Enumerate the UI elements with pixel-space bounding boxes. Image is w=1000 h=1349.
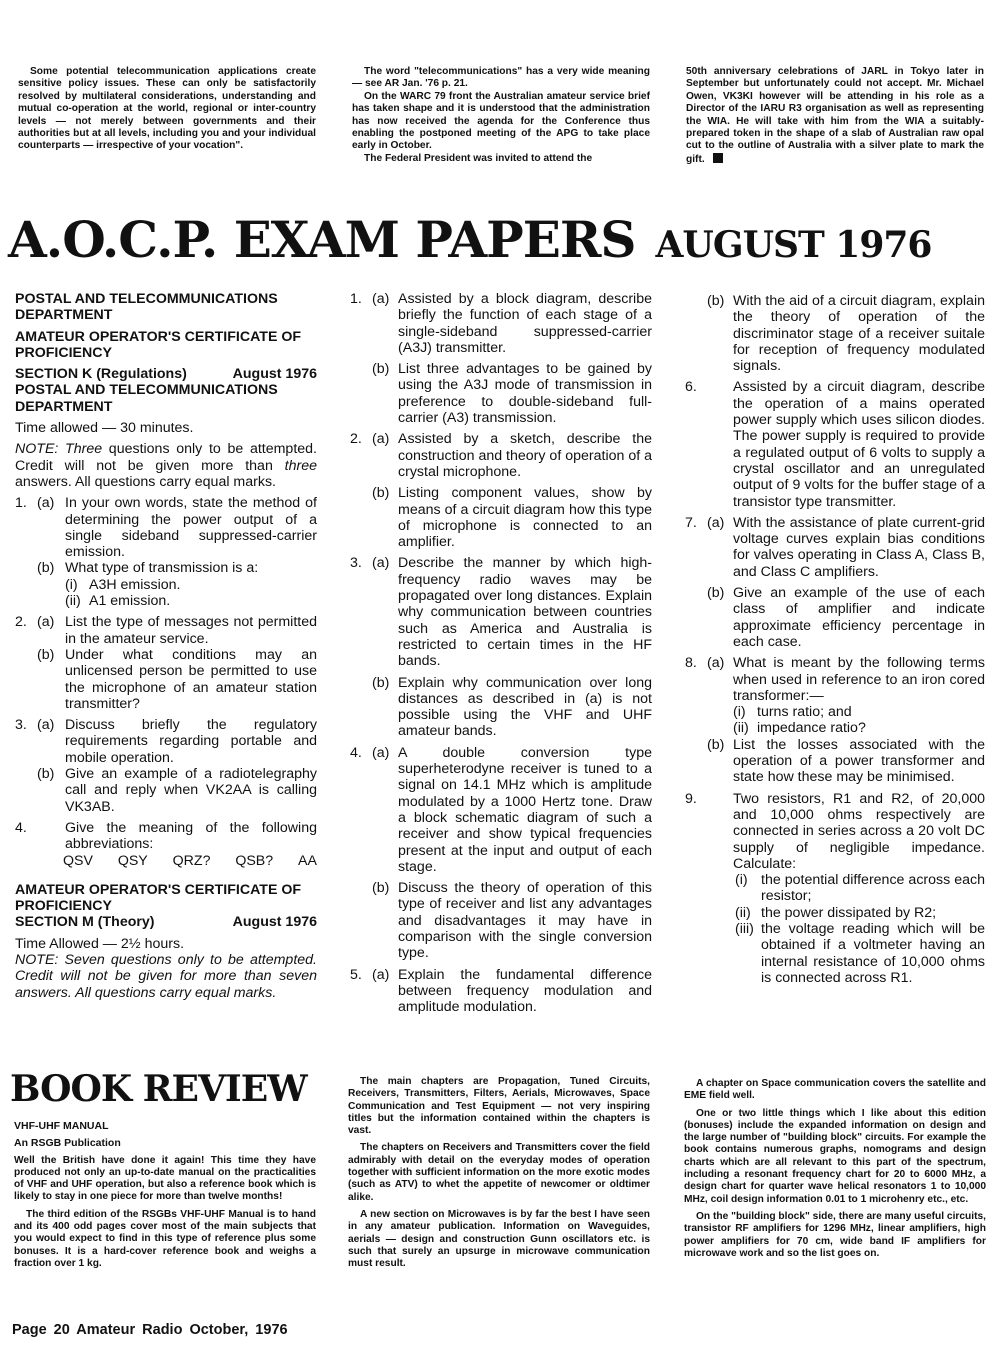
q-num: 9. — [685, 790, 697, 807]
q-text: With the aid of a circuit diagram, explain the theory of operation of the discriminator stage of a receiver suitale for reception of frequency modulated signals. — [733, 293, 985, 375]
q-letter: (a) — [372, 555, 390, 572]
q-roman: (i) — [735, 872, 748, 889]
q-num: 3. — [15, 717, 27, 734]
section-k-label: SECTION K (Regulations) — [15, 366, 187, 383]
note-k-a: NOTE: Three — [15, 441, 103, 458]
book-c2p1: The main chapters are Propagation, Tuned Circuits, Receivers, Transmitters, Filters, Aerials, Microwaves, Space Communication and Test Equipment — not very inspiring titles but the information contained within the chapters is vast. — [348, 1076, 650, 1137]
section-k-date: August 1976 — [232, 366, 317, 383]
exam-right-column — [685, 293, 985, 986]
top-col1-text: Some potential telecommunication applications create sensitive policy issues. These can only be satisfactorily resolved by multilateral considerations, understanding and mutual co-operation at the world, regional or inter-country levels — not merely between governments and their authorities but at all levels, including you and your individual counterparts — irrespective of your vocation". — [18, 66, 316, 152]
article-title — [8, 210, 998, 280]
question-k1b — [15, 560, 317, 576]
note-m: NOTE: Seven questions only to be attempted. Credit will not be given for more than seven answers. All questions carry equal marks. — [15, 951, 317, 1001]
note-k-c: three — [284, 457, 317, 474]
page-footer: Page 20 Amateur Radio October, 1976 — [12, 1322, 288, 1338]
book-review-heading: BOOK REVIEW — [10, 1068, 307, 1110]
q-roman: (ii) — [735, 904, 751, 921]
note-k-b: questions only to be attempted. Credit will not be given more than — [15, 441, 317, 474]
question-m8a-ii — [733, 720, 985, 736]
book-c3p2: One or two little things which I like about this edition (bonuses) include the expanded information on design and the large number of "building block" circuits. For example the book contains numerous graphs, nomograms and design charts which are all relevant to this part of the spectrum, including a resonant frequency chart for 20 to 6000 MHz, a design chart for quarter wave helical resonators 1 to 10,000 MHz, coil design information 0.01 to 1 microhenry etc., etc. — [684, 1107, 986, 1205]
book-title: VHF-UHF MANUAL — [14, 1120, 109, 1132]
q-letter: (a) — [372, 966, 390, 983]
q-num: 1. — [350, 291, 362, 307]
q-letter: (b) — [37, 560, 55, 577]
q-text: A1 emission. — [89, 593, 171, 610]
q-num: 2. — [15, 614, 27, 631]
q-num: 6. — [685, 379, 697, 396]
question-m5a — [350, 967, 652, 1016]
dept-heading: POSTAL AND TELECOMMUNICATIONS DEPARTMENT — [15, 291, 278, 324]
q-letter: (b) — [372, 361, 390, 378]
q-roman: (i) — [65, 576, 78, 593]
question-m7a — [685, 515, 985, 580]
q-roman: (i) — [733, 704, 746, 721]
section-m-cert-heading: AMATEUR OPERATOR'S CERTIFICATE OF PROFICIENCY — [15, 881, 302, 915]
section-m-label: SECTION M (Theory) — [15, 914, 155, 931]
q-letter: (b) — [372, 485, 390, 502]
end-mark-icon — [713, 153, 723, 163]
q-text: the potential difference across each resistor; — [761, 872, 985, 905]
q-text: What type of transmission is a: — [65, 560, 259, 577]
q-text: Describe the manner by which high-frequency radio waves may be propagated over long distances. Explain why communication between countries such as America and Australia is restricted to certain times in the HF bands. — [398, 555, 652, 670]
time-allowed-k: Time allowed — 30 minutes. — [15, 420, 194, 437]
q-text: Give an example of the use of each class of amplifier and indicate approximate efficiency percentage in each case. — [733, 585, 985, 650]
q-letter: (a) — [707, 655, 725, 672]
q-letter: (b) — [707, 293, 725, 309]
question-m5b — [685, 293, 985, 374]
question-m9-ii — [735, 905, 985, 921]
question-m9-i — [735, 872, 985, 905]
q-text: Assisted by a sketch, describe the construction and theory of operation of a crystal microphone. — [398, 431, 652, 480]
question-k1a — [15, 495, 317, 560]
q-letter: (b) — [37, 646, 55, 663]
question-m2b — [350, 485, 652, 550]
q-text: Discuss the theory of operation of this type of receiver and list any advantages and disadvantages it may have in comparison with the single conversion type. — [398, 880, 652, 962]
certificate-heading: AMATEUR OPERATOR'S CERTIFICATE OF PROFICIENCY — [15, 328, 302, 361]
book-c3p3: On the "building block" side, there are many useful circuits, transistor RF amplifiers for 1296 MHz, linear amplifiers, high power amplifiers for 70 cm, wide band IF amplifiers for microwave work and so the list goes on. — [684, 1210, 986, 1259]
q-num: 4. — [350, 744, 362, 761]
question-m3b — [350, 675, 652, 740]
note-k — [15, 441, 317, 490]
book-column-2 — [348, 1076, 650, 1275]
q-letter: (a) — [37, 614, 55, 631]
title-main: A.O.C.P. EXAM PAPERS — [8, 210, 636, 269]
time-allowed-m: Time Allowed — 2½ hours. — [15, 935, 185, 952]
question-m8b — [685, 737, 985, 786]
q-text: Listing component values, show by means of a circuit diagram how this type of microphone is connected to an amplifier. — [398, 485, 652, 551]
abbr-item: AA — [298, 852, 317, 869]
q-num: 2. — [350, 431, 362, 448]
section-m-heading — [15, 914, 317, 930]
q-text: turns ratio; and — [757, 704, 852, 721]
abbr-item: QSB? — [235, 852, 274, 869]
q-text: In your own words, state the method of determining the power output of a single sideband suppressed-carrier emission. — [65, 495, 317, 561]
q-text: Assisted by a block diagram, describe briefly the function of each stage of a single-sideband suppressed-carrier (A3J) transmitter. — [398, 291, 652, 356]
question-k4 — [15, 820, 317, 853]
question-m7b — [685, 585, 985, 650]
q-letter: (b) — [707, 736, 725, 753]
abbr-item: QSV — [63, 852, 93, 869]
abbr-item: QRZ? — [172, 852, 211, 869]
book-c1p1: Well the British have done it again! This time they have produced not only an up-to-date manual on the practicalities of VHF and UHF operation, but also a reference book which is likely to stay in one piece for more than twelve months! — [14, 1154, 316, 1203]
exam-left-column — [15, 291, 317, 1001]
q-letter: (b) — [372, 674, 390, 691]
q-letter: (a) — [37, 717, 55, 734]
top-col2-p3: The Federal President was invited to attend the — [364, 152, 593, 164]
top-col3-text — [686, 66, 984, 166]
abbr-item: QSY — [117, 852, 148, 869]
top-column-2 — [352, 66, 650, 165]
q-num: 1. — [15, 495, 27, 512]
question-m1b — [350, 361, 652, 426]
book-column-1 — [14, 1120, 316, 1275]
book-c3p1: A chapter on Space communication covers the satellite and EME field well. — [684, 1078, 986, 1102]
question-m9 — [685, 791, 985, 872]
q-letter: (a) — [372, 291, 390, 307]
question-m4a — [350, 745, 652, 875]
note-k-d: answers. All questions carry equal marks. — [15, 473, 276, 490]
q-num: 7. — [685, 514, 697, 531]
q-letter: (a) — [372, 431, 390, 448]
q-letter: (b) — [707, 585, 725, 602]
q-text: List three advantages to be gained by using the A3J mode of transmission in preference to double-sideband full-carrier (A3) transmission. — [398, 361, 652, 427]
book-c2p3: A new section on Microwaves is by far the best I have seen in any amateur publication. Information on Waveguides, aerials — design and construction Gunn oscillators etc. is such that surely an upsurge in microwave communication must result. — [348, 1208, 650, 1270]
top-col3-body: 50th anniversary celebrations of JARL in Tokyo later in September but unfortunately could not accept. Mr. Michael Owen, VK3KI however will be attending in his role as a Director of the IARU R3 organisation as well as representing the WIA. He will take with him from the WIA a suitably-prepared token in the shape of a slab of Australian raw opal cut to the outline of Australia with a silver plate to mark the gift. — [686, 66, 984, 165]
q-text: Under what conditions may an unlicensed person be permitted to use the microphone of an amateur station transmitter? — [65, 646, 317, 712]
question-m9-iii — [735, 921, 985, 986]
q-text: the voltage reading which will be obtained if a voltmeter having an internal resistance of 10,000 ohms is connected across R1. — [761, 920, 985, 986]
q-text: List the type of messages not permitted in the amateur service. — [65, 614, 317, 647]
book-c2p2: The chapters on Receivers and Transmitters cover the field admirably with detail on the everyday modes of operation together with sufficient information on the more exotic modes (such as ATV) to whet the appetite of newcomer or oldtimer alike. — [348, 1142, 650, 1203]
book-c1p2: The third edition of the RSGBs VHF-UHF Manual is to hand and its 400 odd pages cover most of the main subjects that you would expect to find in this type of reference plus some bonuses. It is a hard-cover reference book and weighs a fraction over 1 kg. — [14, 1208, 316, 1269]
q-text: Discuss briefly the regulatory requirements regarding portable and mobile operation. — [65, 717, 317, 766]
section-m-date: August 1976 — [232, 914, 317, 931]
question-k2a — [15, 614, 317, 647]
title-date: AUGUST 1976 — [655, 224, 932, 266]
exam-middle-column — [350, 291, 652, 1015]
q-letter: (a) — [707, 514, 725, 531]
question-m1a — [350, 291, 652, 356]
question-m6 — [685, 379, 985, 509]
q-text: Explain the fundamental difference between frequency modulation and amplitude modulation. — [398, 966, 652, 1016]
question-m3a — [350, 555, 652, 669]
book-publisher: An RSGB Publication — [14, 1137, 121, 1150]
q-text: impedance ratio? — [757, 720, 866, 737]
q-letter: (a) — [372, 744, 390, 761]
question-m2a — [350, 431, 652, 480]
q-text: Give an example of a radiotelegraphy call and reply when VK2AA is calling VK3AB. — [65, 766, 317, 815]
q-roman: (iii) — [735, 920, 754, 937]
q-roman: (ii) — [733, 720, 749, 737]
top-column-3 — [686, 66, 984, 166]
q-text: Two resistors, R1 and R2, of 20,000 and 10,000 ohms respectively are connected in series across a 20 volt DC supply of negligible impedance. Calculate: — [733, 790, 985, 872]
q-roman: (ii) — [65, 593, 81, 610]
q-text: With the assistance of plate current-grid voltage curves explain bias conditions for valves operating in Class A, Class B, and Class C amplifiers. — [733, 514, 985, 580]
q-letter: (a) — [37, 495, 55, 512]
top-col2-p2: On the WARC 79 front the Australian amateur service brief has taken shape and it is understood that the administration has now received the agenda for the Conference thus enabling the postponed meeting of the APG to take place early in October. — [352, 90, 650, 152]
q-letter: (b) — [37, 766, 55, 783]
q-text: the power dissipated by R2; — [761, 904, 937, 921]
question-m4b — [350, 880, 652, 961]
question-k1b-ii — [65, 593, 317, 609]
q-text: What is meant by the following terms when used in reference to an iron cored transformer:— — [733, 655, 985, 704]
question-k2b — [15, 647, 317, 712]
question-m8a-i — [733, 704, 985, 720]
q-text: A double conversion type superheterodyne receiver is tuned to a signal on 14.1 MHz which is amplitude modulated by a 1000 Hertz tone. Draw a block schematic diagram of such a receiver and show typical frequencies present at the input and output of each stage. — [398, 744, 652, 875]
q-num: 5. — [350, 966, 362, 983]
question-m8a — [685, 655, 985, 704]
question-k3a — [15, 717, 317, 766]
dept-heading-2: POSTAL AND TELECOMMUNICATIONS DEPARTMENT — [15, 382, 278, 415]
abbreviation-list — [63, 853, 317, 869]
top-column-1 — [18, 66, 316, 153]
q-num: 3. — [350, 555, 362, 572]
question-k1b-i — [65, 577, 317, 593]
q-num: 4. — [15, 819, 27, 836]
q-text: A3H emission. — [89, 576, 181, 593]
book-column-3 — [684, 1078, 986, 1265]
top-col2-p1: The word "telecommunications" has a very wide meaning — see AR Jan. '76 p. 21. — [352, 66, 650, 90]
q-text: Explain why communication over long distances as described in (a) is not possible using the VHF and UHF amateur bands. — [398, 674, 652, 740]
q-letter: (b) — [372, 880, 390, 897]
q-text: List the losses associated with the operation of a power transformer and state how these may be minimised. — [733, 736, 985, 786]
question-k3b — [15, 766, 317, 815]
section-k-heading — [15, 366, 317, 382]
q-num: 8. — [685, 655, 697, 672]
q-text: Give the meaning of the following abbreviations: — [65, 819, 317, 853]
q-text: Assisted by a circuit diagram, describe the operation of a mains operated power supply which uses silicon diodes. The power supply is required to provide a regulated output of 6 volts to supply a crystal oscillator and an unregulated output of 9 volts for the buffer stage of a transistor type transmitter. — [733, 379, 985, 510]
